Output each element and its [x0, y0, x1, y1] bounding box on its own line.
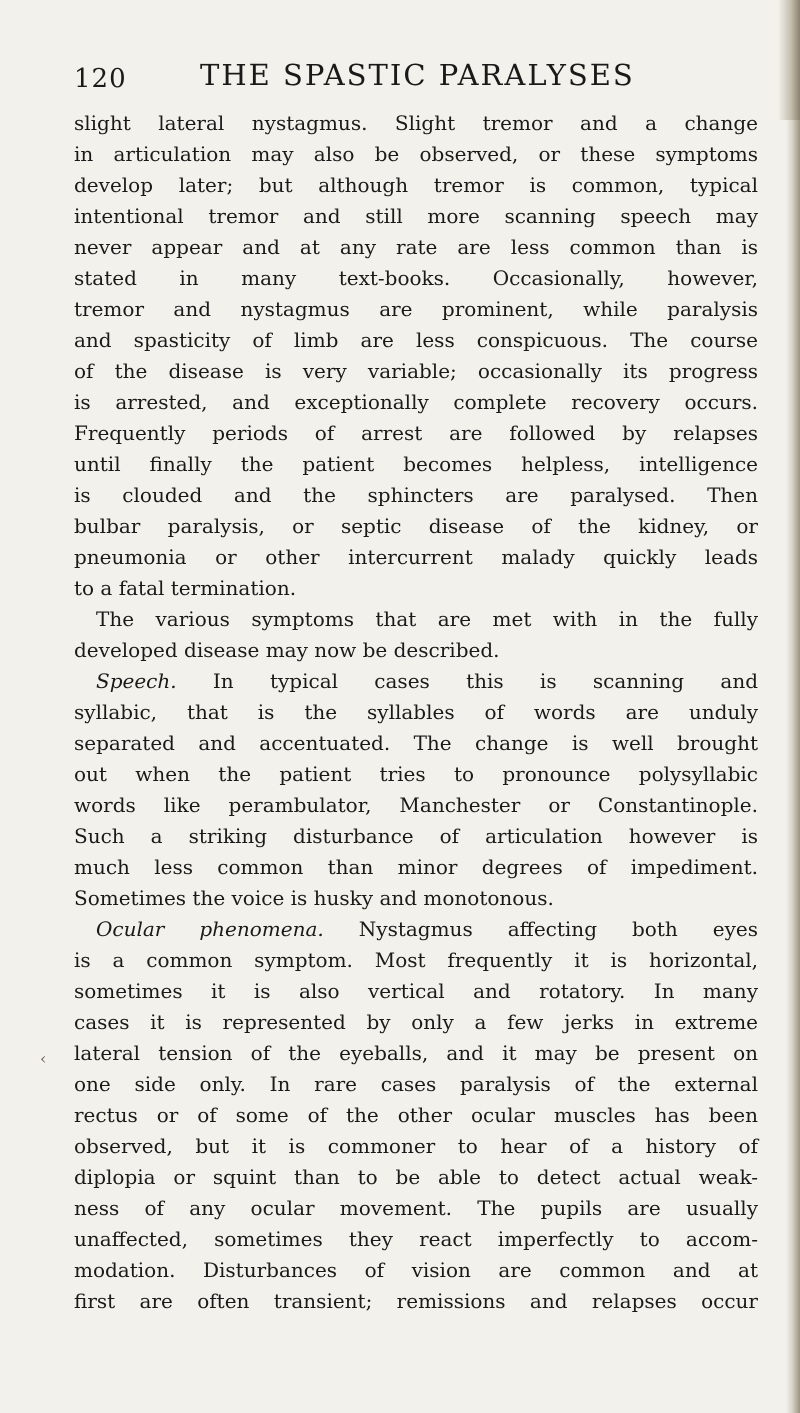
text-line: to a fatal termination.	[74, 576, 297, 600]
text-line: intentional tremor and still more scanning speech may	[74, 204, 758, 228]
text-line: is arrested, and exceptionally complete recovery occurs.	[74, 390, 758, 414]
text-run: Nystagmus affecting both eyes	[323, 917, 758, 941]
text-line: is clouded and the sphincters are paralysed. Then	[74, 483, 758, 507]
text-line: words like perambulator, Manchester or Constantinople.	[74, 793, 758, 817]
text-line: separated and accentuated. The change is well brought	[74, 731, 758, 755]
text-line: one side only. In rare cases paralysis of the external	[74, 1072, 758, 1096]
running-head	[74, 58, 754, 98]
text-line: much less common than minor degrees of impediment.	[74, 855, 758, 879]
section-line-speech	[74, 666, 758, 697]
text-line: unaffected, sometimes they react imperfectly to accom-	[74, 1227, 758, 1251]
running-title: THE SPASTIC PARALYSES	[200, 58, 635, 92]
text-line: of the disease is very variable; occasionally its progress	[74, 359, 758, 383]
body-text	[74, 108, 758, 1317]
text-line: ness of any ocular movement. The pupils are usually	[74, 1196, 758, 1220]
text-line: and spasticity of limb are less conspicuous. The course	[74, 328, 758, 352]
margin-mark: ‹	[40, 1049, 47, 1068]
text-line: stated in many text-books. Occasionally, however,	[74, 266, 758, 290]
text-line: cases it is represented by only a few jerks in extreme	[74, 1010, 758, 1034]
text-line: developed disease may now be described.	[74, 638, 500, 662]
text-line: diplopia or squint than to be able to detect actual weak-	[74, 1165, 758, 1189]
text-run: In typical cases this is scanning and	[176, 669, 758, 693]
text-line: slight lateral nystagmus. Slight tremor and a change	[74, 111, 758, 135]
text-line: bulbar paralysis, or septic disease of the kidney, or	[74, 514, 758, 538]
text-line: lateral tension of the eyeballs, and it may be present on	[74, 1041, 758, 1065]
text-line: rectus or of some of the other ocular muscles has been	[74, 1103, 758, 1127]
text-line: first are often transient; remissions and relapses occur	[74, 1289, 758, 1313]
text-line: until finally the patient becomes helpless, intelligence	[74, 452, 758, 476]
text-line: is a common symptom. Most frequently it is horizontal,	[74, 948, 758, 972]
section-line-ocular	[74, 914, 758, 945]
text-line: syllabic, that is the syllables of words are unduly	[74, 700, 758, 724]
text-line: Frequently periods of arrest are followed by relapses	[74, 421, 758, 445]
page-edge-shadow	[786, 0, 800, 1413]
text-line: pneumonia or other intercurrent malady quickly leads	[74, 545, 758, 569]
text-line: The various symptoms that are met with in the fully	[96, 607, 758, 631]
page-edge-shadow-top	[778, 0, 800, 120]
section-heading-speech: Speech.	[96, 669, 177, 693]
text-line: in articulation may also be observed, or these symptoms	[74, 142, 758, 166]
text-line: never appear and at any rate are less common than is	[74, 235, 758, 259]
text-line: out when the patient tries to pronounce polysyllabic	[74, 762, 758, 786]
text-line: Sometimes the voice is husky and monotonous.	[74, 886, 554, 910]
text-line: observed, but it is commoner to hear of a history of	[74, 1134, 758, 1158]
text-line: develop later; but although tremor is common, typical	[74, 173, 758, 197]
text-line: Such a striking disturbance of articulation however is	[74, 824, 758, 848]
page-number: 120	[74, 64, 127, 94]
section-heading-ocular: Ocular phenomena.	[96, 917, 324, 941]
text-line: modation. Disturbances of vision are common and at	[74, 1258, 758, 1282]
text-line: sometimes it is also vertical and rotatory. In many	[74, 979, 758, 1003]
text-line: tremor and nystagmus are prominent, while paralysis	[74, 297, 758, 321]
